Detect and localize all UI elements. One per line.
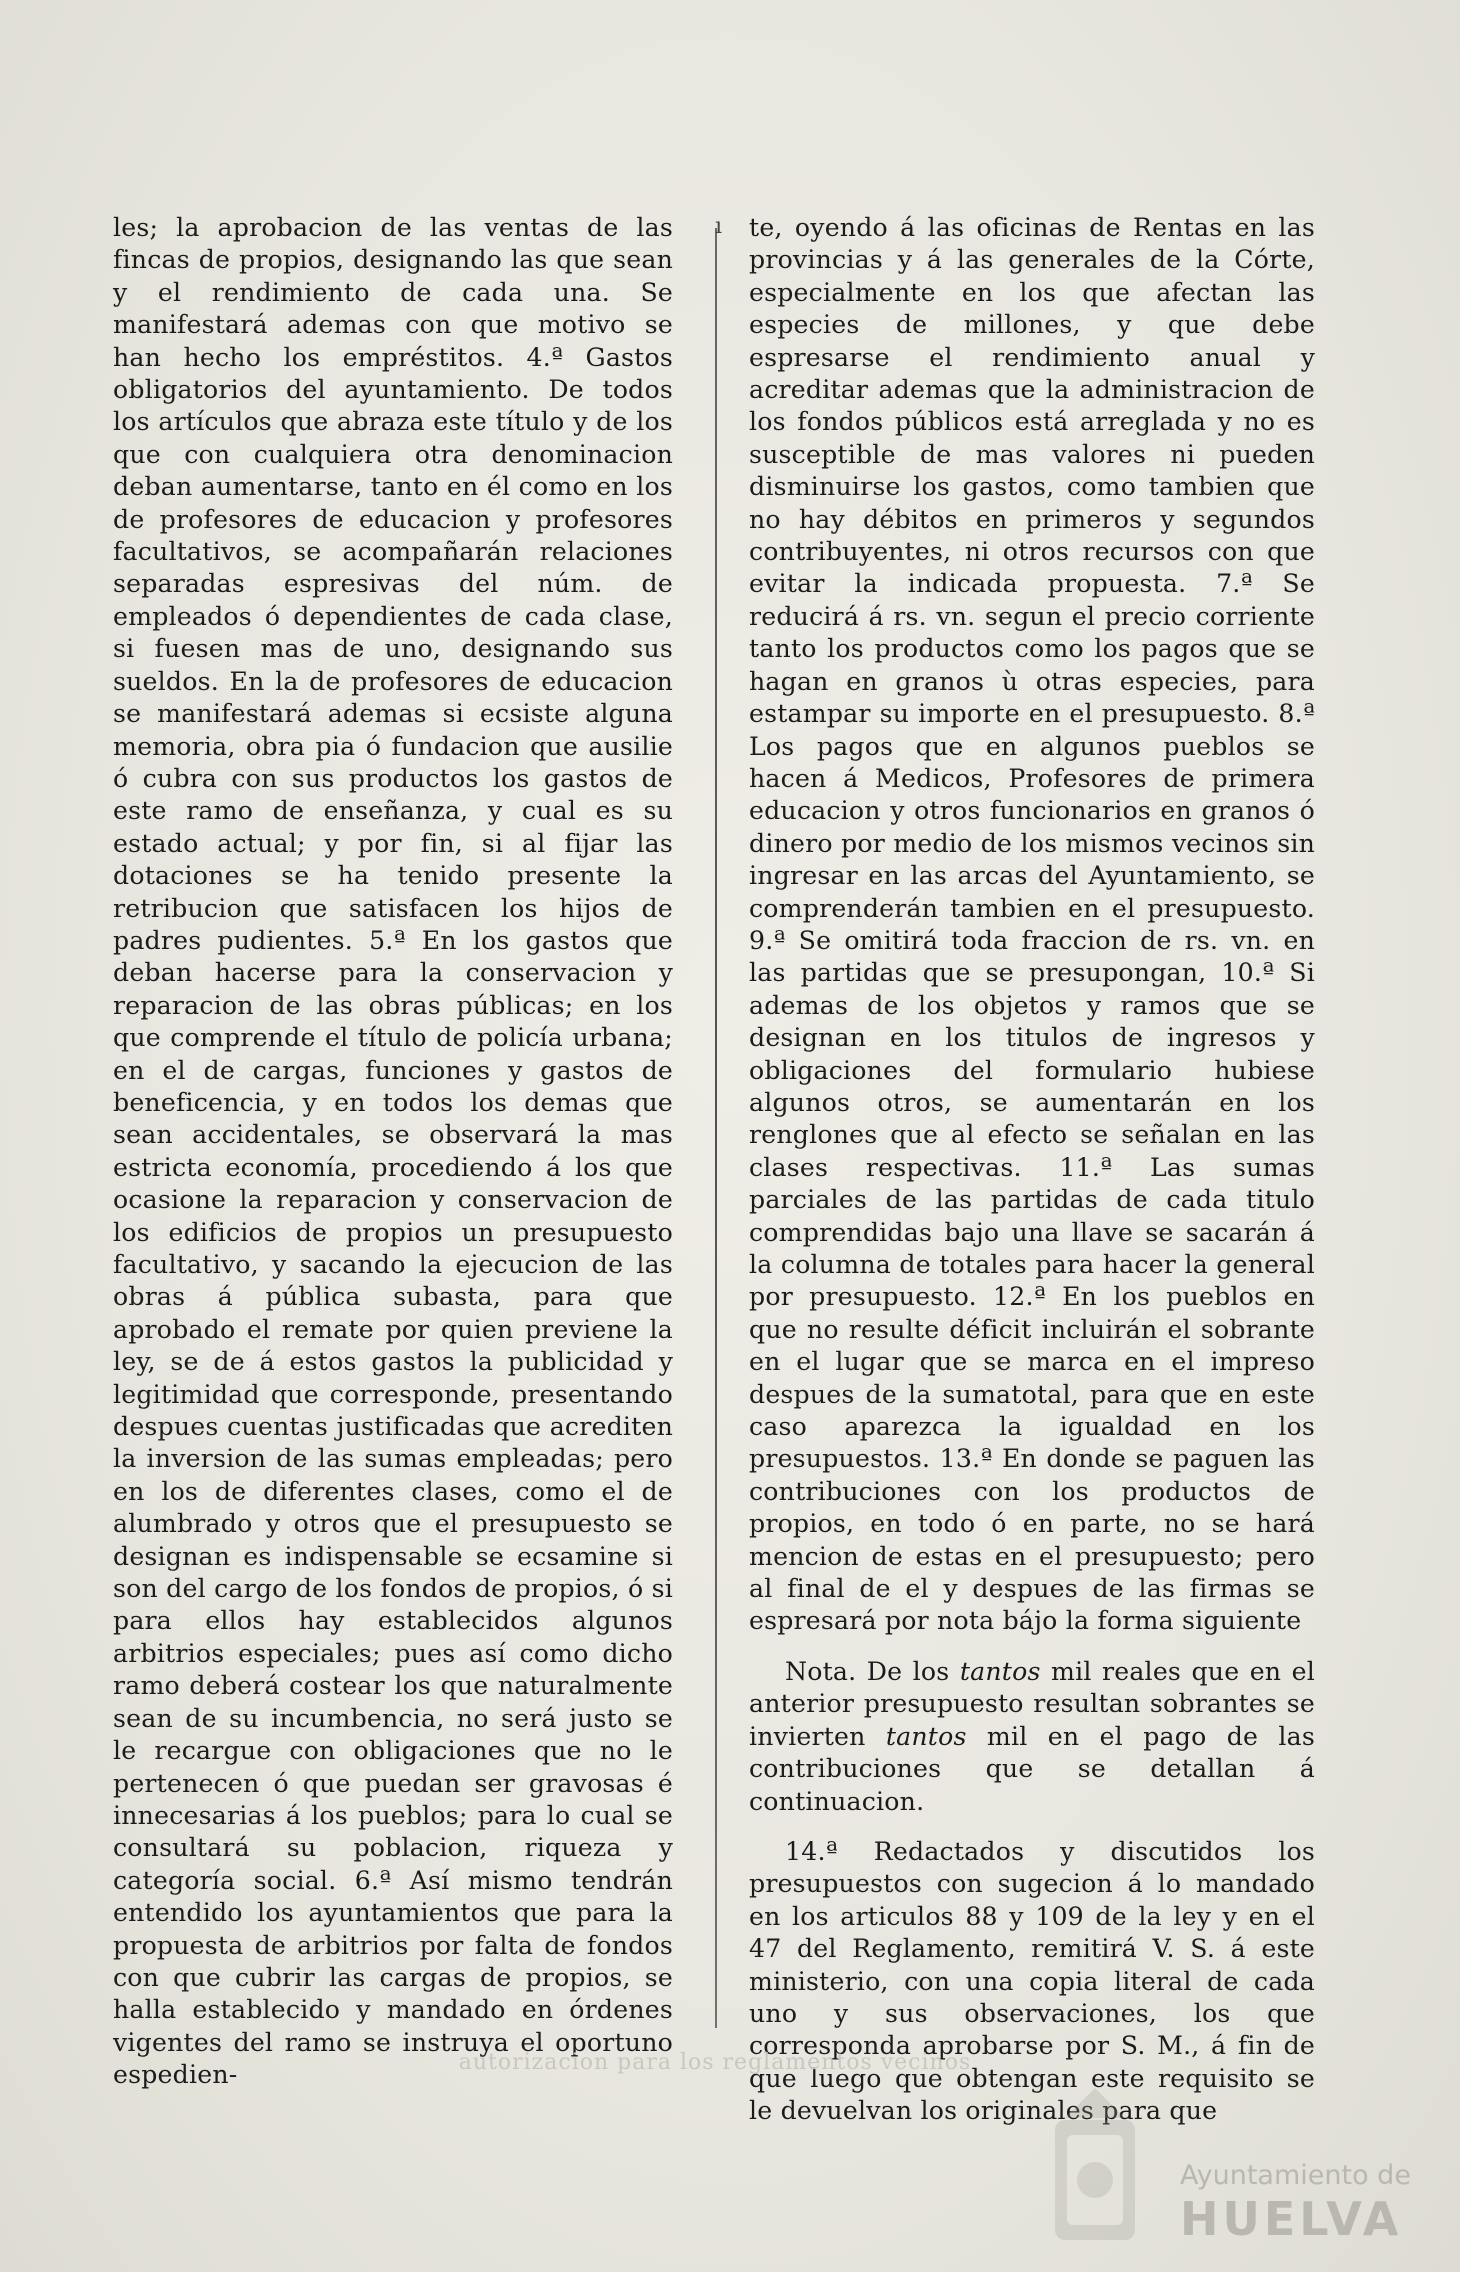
divider-tick: ı <box>715 214 723 239</box>
right-column <box>749 212 1315 2128</box>
watermark-ayuntamiento: Ayuntamiento de <box>1180 2160 1411 2191</box>
column-divider <box>715 228 717 2028</box>
bleed-through-text: autorizacion para los reglamentos vecinos <box>458 2050 972 2075</box>
right-column-text: te, oyendo á las oficinas de Rentas en las provincias y á las generales de la Córte, especialmente en los que afectan las especies de millones, y que debe espresarse el rendimiento anual y acreditar ademas que la administracion de los fondos públicos está arreglada y no es susceptible de mas valores ni pueden disminuirse los gastos, como tambien que no hay débitos en primeros y segundos contribuyentes, ni otros recursos con que evitar la indicada propuesta. 7.ª Se reducirá á rs. vn. segun el precio corriente tanto los productos como los pagos que se hagan en granos ù otras especies, para estampar su importe en el presupuesto. 8.ª Los pagos que en algunos pueblos se hacen á Medicos, Profesores de primera educacion y otros funcionarios en granos ó dinero por medio de los mismos vecinos sin ingresar en las arcas del Ayuntamiento, se comprenderán tambien en el presupuesto. 9.ª Se omitirá toda fraccion de rs. vn. en las partidas que se presupongan, 10.ª Si ademas de los objetos y ramos que se designan en los titulos de ingresos y obligaciones del formulario hubiese algunos otros, se aumentarán en los renglones que al efecto se señalan en las clases respectivas. 11.ª Las sumas parciales de las partidas de cada titulo comprendidas bajo una llave se sacarán á la columna de totales para hacer la general por presupuesto. 12.ª En los pueblos en que no resulte déficit incluirán el sobrante en el lugar que se marca en el impreso despues de la sumatotal, para que en este caso aparezca la igualdad en los presupuestos. 13.ª En donde se paguen las contribuciones con los productos de propios, en todo ó en parte, no se hará mencion de estas en el presupuesto; pero al final de el y despues de las firmas se espresará por nota bájo la forma siguiente <box>749 213 1315 1636</box>
article-14-paragraph: 14.ª Redactados y discutidos los presupuestos con sugecion á lo mandado en los articulos 88 y 109 de la ley y en el 47 del Reglamento, remitirá V. S. á este ministerio, con una copia literal de cada uno y sus observaciones, los que corresponda aprobarse por S. M., á fin de que luego que obtengan este requisito se le devuelvan los originales para que <box>749 1836 1315 2126</box>
left-column-text: les; la aprobacion de las ventas de las fincas de propios, designando las que sean y el rendimiento de cada una. Se manifestará ademas con que motivo se han hecho los empréstitos. 4.ª Gastos obligatorios del ayuntamiento. De todos los artículos que abraza este título y de los que con cualquiera otra denominacion deban aumentarse, tanto en él como en los de profesores de educacion y profesores facultativos, se acompañarán relaciones separadas espresivas del núm. de empleados ó dependientes de cada clase, si fuesen mas de uno, designando sus sueldos. En la de profesores de educacion se manifestará ademas si ecsiste alguna memoria, obra pia ó fundacion que ausilie ó cubra con sus productos los gastos de este ramo de enseñanza, y cual es su estado actual; y por fin, si al fijar las dotaciones se ha tenido presente la retribucion que satisfacen los hijos de padres pudientes. 5.ª En los gastos que deban hacerse para la conservacion y reparacion de las obras públicas; en los que comprende el título de policía urbana; en el de cargas, funciones y gastos de beneficencia, y en todos los demas que sean accidentales, se observará la mas estricta economía, procediendo á los que ocasione la reparacion y conservacion de los edificios de propios un presupuesto facultativo, y sacando la ejecucion de las obras á pública subasta, para que aprobado el remate por quien previene la ley, se de á estos gastos la publicidad y legitimidad que corresponde, presentando despues cuentas justificadas que acrediten la inversion de las sumas empleadas; pero en los de diferentes clases, como el de alumbrado y otros que el presupuesto se designan es indispensable se ecsamine si son del cargo de los fondos de propios, ó si para ellos hay establecidos algunos arbitrios especiales; pues así como dicho ramo deberá costear los que naturalmente sean de su incumbencia, no será justo se le recargue con obligaciones que no le pertenecen ó que puedan ser gravosas é innecesarias á los pueblos; para lo cual se consultará su poblacion, riqueza y categoría social. 6.ª Así mismo tendrán entendido los ayuntamientos que para la propuesta de arbitrios por falta de fondos con que cubrir las cargas de propios, se halla establecido y mandado en órdenes vigentes del ramo se instruya el oportuno espedien- <box>113 213 673 2090</box>
nota-paragraph: Nota. De los tantos mil reales que en el anterior presupuesto resultan sobrantes se invierten tantos mil en el pago de las contribuciones que se detallan á continuacion. <box>749 1656 1316 1816</box>
watermark-huelva: HUELVA <box>1180 2192 1403 2246</box>
huelva-crest-icon <box>1045 2080 1145 2250</box>
left-column <box>113 212 673 2092</box>
